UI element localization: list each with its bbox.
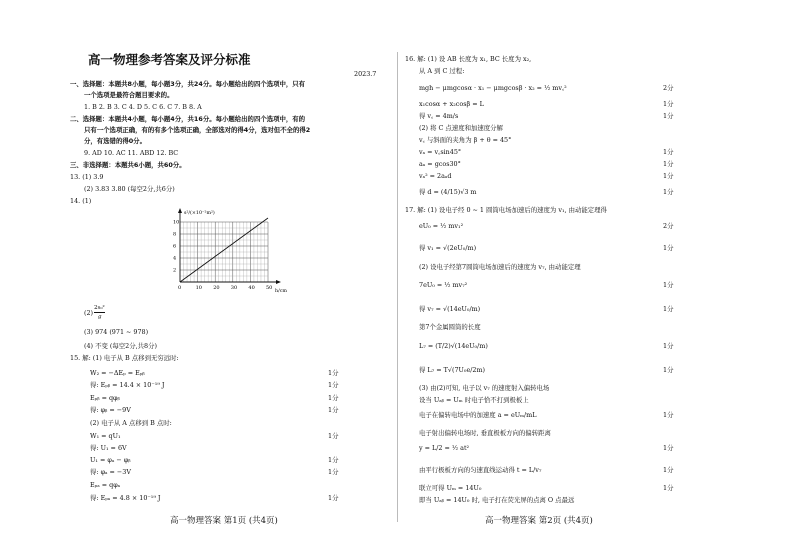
- x-axis-arrow: [276, 280, 281, 284]
- q13-part2: (2) 3.83 3.80 (每空2分,共6分): [84, 185, 175, 193]
- score: 2分: [663, 84, 674, 92]
- y-tick-label: 4: [173, 255, 177, 262]
- q15-line: W₂ = −ΔEₚ = Eₚᵦ: [90, 369, 145, 377]
- x-tick-label: 30: [230, 285, 238, 291]
- score: 1分: [663, 342, 674, 350]
- q17-line: 得 v₁ = √(2eU₀/m): [419, 244, 477, 252]
- y-tick-label: 10: [173, 219, 180, 226]
- answer-page-2: [405, 0, 705, 558]
- score: 1分: [663, 112, 674, 120]
- q16-line: mgh − μmgcosα · x₁ − μmgcosβ · x₂ = ½ mv꜀²: [419, 84, 567, 92]
- q15-line: 得: U₁ = 6V: [90, 444, 127, 452]
- column-divider: [397, 52, 398, 522]
- score: 1分: [663, 244, 674, 252]
- section-2-instructions-end: 分，有选错的得0分。: [84, 137, 146, 145]
- q16-line: aₐ = gcos30°: [419, 160, 461, 168]
- x-tick-label: 50: [266, 285, 273, 291]
- score: 1分: [328, 456, 339, 464]
- x-tick-label: 10: [195, 285, 202, 291]
- q17-line: (3) 由(2)可知, 电子以 v₇ 的速度射入偏转电场: [419, 384, 550, 392]
- q17-line: 即当 Uₐᵦ = 14U₀ 时, 电子打在荧光屏的点离 O 点最远: [419, 496, 575, 504]
- q15-line: (2) 电子从 A 点移到 B 点时:: [90, 419, 172, 427]
- q17-line: y = L/2 = ½ at²: [419, 444, 470, 452]
- score: 1分: [328, 369, 339, 377]
- score: 1分: [663, 160, 674, 168]
- score: 1分: [328, 381, 339, 389]
- q14-fraction-num: 2s₀²: [94, 305, 105, 311]
- section-1-instructions: 一、选择题：本题共8小题，每小题3分，共24分。每小题给出的四个选项中，只有: [70, 80, 306, 88]
- page-title: 高一物理参考答案及评分标准: [88, 52, 251, 67]
- q17-line: 联立可得 Uₘ = 14U₀: [419, 484, 482, 492]
- q16-line: 从 A 到 C 过程:: [419, 67, 465, 75]
- score: 1分: [663, 366, 674, 374]
- fit-line: [180, 218, 268, 282]
- q14-part2-label: (2): [84, 309, 94, 317]
- q17-line: 得 v₇ = √(14eU₀/m): [419, 305, 481, 313]
- score: 1分: [328, 406, 339, 414]
- y-tick-label: 6: [173, 243, 177, 250]
- q16-line: vₐ² = 2aₐd: [419, 172, 452, 180]
- score: 1分: [663, 100, 674, 108]
- q17-line: L₇ = (T/2)√(14eU₀/m): [419, 342, 488, 350]
- section-3-instructions: 三、非选择题：本题共6小题，共60分。: [70, 161, 186, 169]
- q17-line: 由平行极板方向的匀速直线运动得 t = L/v₇: [419, 466, 542, 474]
- section-2-instructions: 二、选择题：本题共4小题，每小题4分，共16分。每小题给出的四个选项中，有的: [70, 115, 306, 123]
- q16-line: x₁cosα + x₂cosβ = L: [419, 100, 484, 108]
- section-2-instructions-cont: 只有一个选项正确，有的有多个选项正确，全部选对的得4分，选对但不全的得2: [84, 126, 311, 134]
- score: 1分: [663, 484, 674, 492]
- q17-heading: 17. 解: (1) 设电子经 0 ~ 1 圆筒电场加速后的速度为 v₁, 由动能定理得: [405, 206, 607, 214]
- score: 1分: [663, 444, 674, 452]
- q16-line: (2) 将 C 点速度和加速度分解: [419, 124, 503, 132]
- q14-part3: (3) 974 (971 ~ 978): [84, 328, 149, 336]
- score: 1分: [663, 411, 674, 419]
- q17-line: 得 L₇ = T√(7U₀e/2m): [419, 366, 486, 374]
- y-axis-label: s²/(×10⁻²m²): [184, 211, 215, 216]
- q17-line: eU₀ = ½ mv₁²: [419, 222, 464, 230]
- q17-line: 7eU₀ = ½ mv₇²: [419, 281, 468, 289]
- q15-line: U₁ = φₐ − φᵦ: [90, 456, 131, 464]
- q14-fraction-den: g: [98, 314, 102, 320]
- q17-line: 设当 Uₐᵦ = Uₘ 时电子恰不打到极板上: [419, 396, 529, 404]
- score: 2分: [663, 222, 674, 230]
- section-2-answers: 9. AD 10. AC 11. ABD 12. BC: [84, 149, 179, 157]
- q15-line: Eₚᵦ = qφᵦ: [90, 394, 120, 402]
- page-footer-1: 高一物理答案 第1页 (共4页): [170, 516, 278, 526]
- score: 1分: [328, 394, 339, 402]
- q14-graph: [108, 206, 298, 296]
- q16-line: v꜀ 与斜面的夹角为 β + θ = 45°: [419, 136, 512, 144]
- x-tick-label: 0: [178, 285, 182, 291]
- score: 1分: [663, 281, 674, 289]
- score: 1分: [663, 188, 674, 196]
- q14-part4: (4) 不变 (每空2分,共8分): [84, 342, 157, 350]
- q15-line: 得: φₐ = −3V: [90, 468, 131, 476]
- q17-line: (2) 设电子经第7圆筒电场加速后的速度为 v₇, 由动能定理: [419, 263, 581, 271]
- section-1-answers: 1. B 2. B 3. C 4. D 5. C 6. C 7. B 8. A: [84, 103, 202, 111]
- score: 1分: [328, 494, 339, 502]
- section-1-instructions-cont: 一个选项是最符合题目要求的。: [84, 91, 174, 99]
- q15-heading: 15. 解: (1) 电子从 B 点移到无穷远时:: [70, 354, 179, 362]
- y-tick-label: 2: [173, 267, 177, 274]
- x-axis-label: h/cm: [275, 289, 287, 294]
- exam-date: 2023.7: [354, 70, 377, 78]
- q15-line: W₁ = qU₁: [90, 432, 121, 440]
- q15-line: Eₚₐ = qφₐ: [90, 481, 121, 489]
- q14-part1: 14. (1): [70, 197, 92, 205]
- q13-part1: 13. (1) 3.9: [70, 173, 104, 181]
- q15-line: 得: Eₚᵦ = 14.4 × 10⁻¹⁹ J: [90, 381, 165, 389]
- q15-line: 得: φᵦ = −9V: [90, 406, 131, 414]
- score: 1分: [328, 432, 339, 440]
- score: 1分: [663, 148, 674, 156]
- q15-line: 得: Eₚₐ = 4.8 × 10⁻¹⁹ J: [90, 494, 161, 502]
- q16-line: vₐ = v꜀sin45°: [419, 148, 462, 156]
- score: 1分: [328, 468, 339, 476]
- q16-line: 得 v꜀ = 4m/s: [419, 112, 459, 120]
- x-tick-label: 20: [213, 285, 220, 291]
- q17-line: 第7个金属圆筒的长度: [419, 323, 481, 331]
- score: 1分: [663, 466, 674, 474]
- score: 1分: [663, 305, 674, 313]
- graph-grid: [180, 222, 268, 282]
- x-tick-label: 40: [248, 285, 255, 291]
- score: 1分: [663, 172, 674, 180]
- y-axis-arrow: [178, 208, 182, 213]
- page-footer-2: 高一物理答案 第2页 (共4页): [485, 516, 593, 526]
- y-tick-label: 8: [173, 231, 177, 238]
- q17-line: 电子射出偏转电场时, 垂直极板方向的偏转距离: [419, 429, 551, 437]
- q16-heading: 16. 解: (1) 设 AB 长度为 x₁, BC 长度为 x₂,: [405, 55, 532, 63]
- q17-line: 电子在偏转电场中的加速度 a = eUₘ/mL: [419, 411, 537, 419]
- q16-line: 得 d = (4/15)√3 m: [419, 188, 477, 196]
